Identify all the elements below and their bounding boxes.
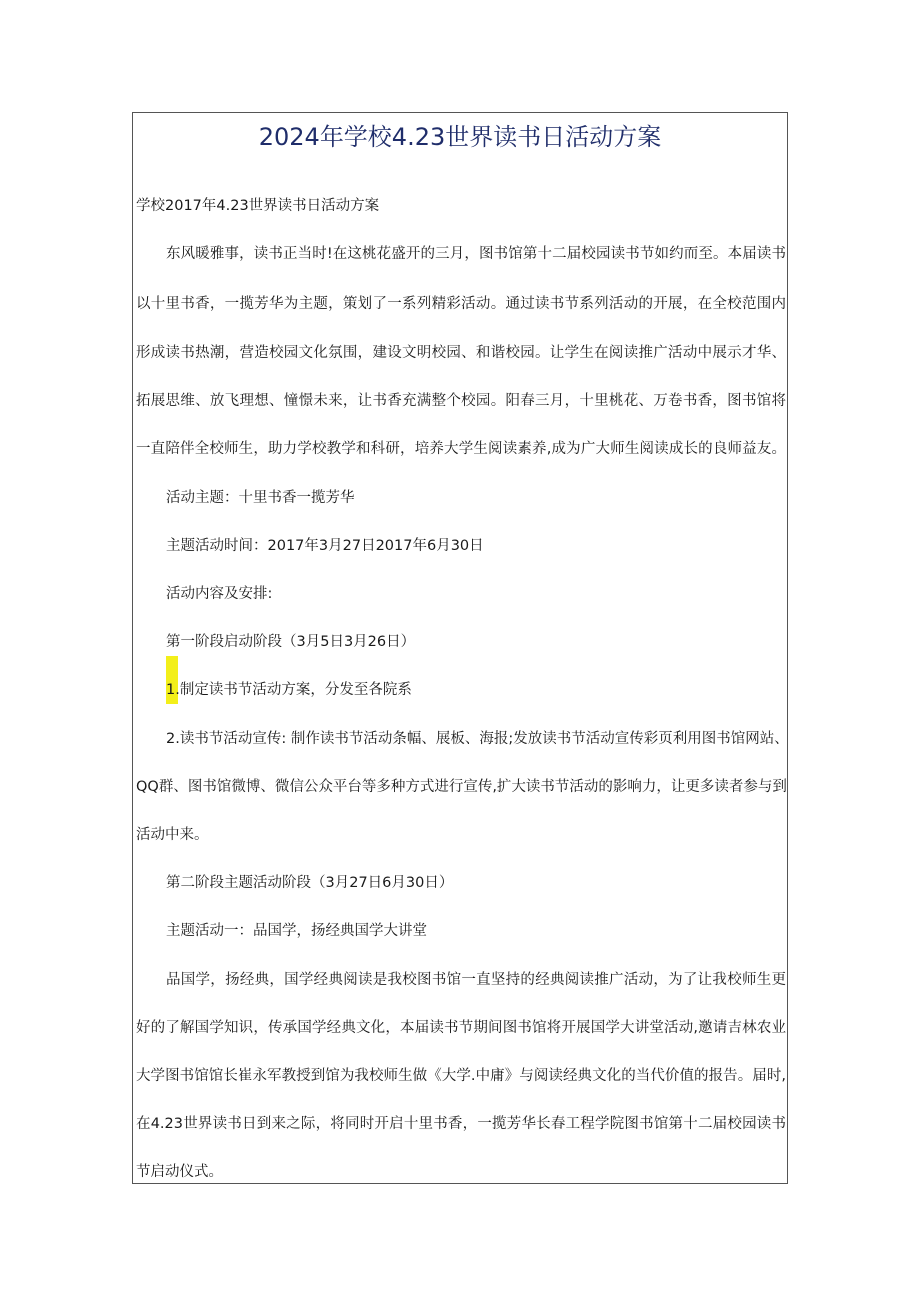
document-title: 2024年学校4.23世界读书日活动方案 — [258, 123, 662, 151]
stage-one-item-2-line-3: 活动中来。 — [136, 827, 209, 843]
stage-one-item-1: 1.制定读书节活动方案，分发至各院系 — [166, 682, 412, 698]
activity-one-line-3: 大学图书馆馆长崔永军教授到馆为我校师生做《大学.中庸》与阅读经典文化的当代价值的报告。届时, — [136, 1068, 786, 1084]
stage-one-item-2-line-1: 2.读书节活动宣传: 制作读书节活动条幅、展板、海报;发放读书节活动宣传彩页利用图书馆网站、 — [166, 731, 789, 747]
intro-line-2: 以十里书香，一揽芳华为主题，策划了一系列精彩活动。通过读书节系列活动的开展，在全校范围内 — [136, 296, 786, 312]
intro-line-3: 形成读书热潮，营造校园文化氛围，建设文明校园、和谐校园。让学生在阅读推广活动中展示才华、 — [136, 345, 786, 361]
stage-one-heading: 第一阶段启动阶段（3月5日3月26日） — [166, 634, 416, 650]
intro-line-1: 东风暖雅事，读书正当时!在这桃花盛开的三月，图书馆第十二届校园读书节如约而至。本届读书 — [166, 246, 786, 262]
activity-time: 主题活动时间：2017年3月27日2017年6月30日 — [166, 538, 484, 554]
activity-one-line-5: 节启动仪式。 — [136, 1164, 223, 1180]
activity-arrangement: 活动内容及安排: — [166, 586, 273, 602]
activity-one-line-2: 好的了解国学知识，传承国学经典文化，本届读书节期间图书馆将开展国学大讲堂活动,邀请吉林农业 — [136, 1020, 786, 1036]
stage-one-item-2-line-2: QQ群、图书馆微博、微信公众平台等多种方式进行宣传,扩大读书节活动的影响力，让更多读者参与到 — [136, 779, 787, 795]
activity-one-heading: 主题活动一：品国学，扬经典国学大讲堂 — [166, 923, 427, 939]
intro-line-4: 拓展思维、放飞理想、憧憬未来，让书香充满整个校园。阳春三月，十里桃花、万卷书香，图书馆将 — [136, 393, 786, 409]
activity-theme: 活动主题：十里书香一揽芳华 — [166, 490, 355, 506]
activity-one-line-4: 在4.23世界读书日到来之际，将同时开启十里书香，一揽芳华长春工程学院图书馆第十二届校园读书 — [136, 1116, 787, 1132]
intro-line-5: 一直陪伴全校师生，助力学校教学和科研，培养大学生阅读素养,成为广大师生阅读成长的良师益友。 — [136, 441, 786, 457]
activity-one-line-1: 品国学，扬经典，国学经典阅读是我校图书馆一直坚持的经典阅读推广活动，为了让我校师生更 — [166, 972, 786, 988]
stage-two-heading: 第二阶段主题活动阶段（3月27日6月30日） — [166, 875, 454, 891]
document-subtitle: 学校2017年4.23世界读书日活动方案 — [136, 198, 380, 214]
